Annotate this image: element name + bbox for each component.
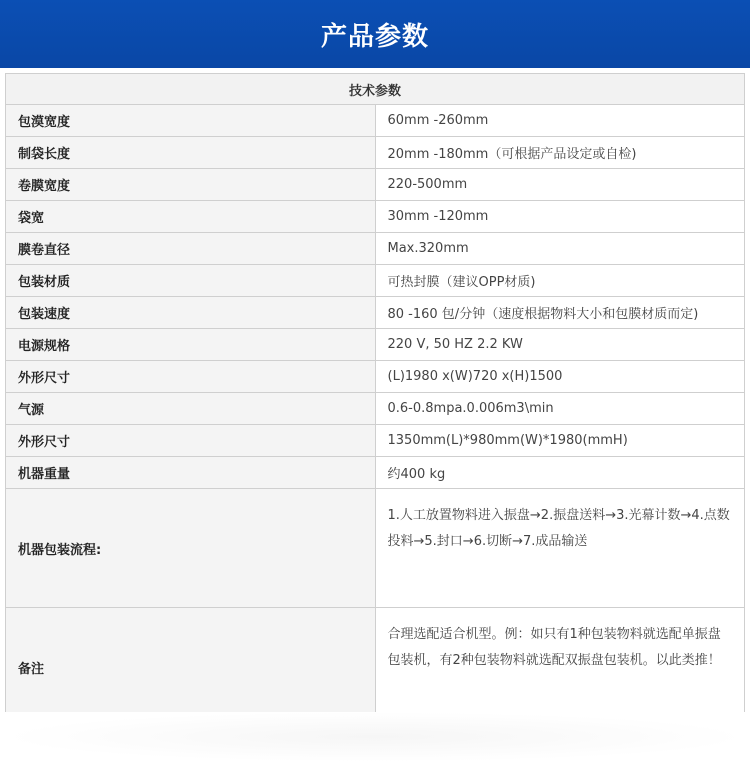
bottom-fade (0, 712, 750, 762)
row-value: 约400 kg (375, 457, 745, 489)
row-label: 外形尺寸 (6, 361, 376, 393)
row-value: 合理选配适合机型。例：如只有1种包装物料就选配单振盘包装机，有2种包装物料就选配双振盘包装机。以此类推！ (375, 608, 745, 727)
row-value: (L)1980 x(W)720 x(H)1500 (375, 361, 745, 393)
table-row-notes (6, 608, 745, 727)
row-value: 1.人工放置物料进入振盘→2.振盘送料→3.光幕计数→4.点数投料→5.封口→6.切断→7.成品输送 (375, 489, 745, 608)
page-banner (0, 0, 750, 68)
table-row (6, 297, 745, 329)
row-value: 1350mm(L)*980mm(W)*1980(mmH) (375, 425, 745, 457)
table-row (6, 425, 745, 457)
row-value: 220-500mm (375, 169, 745, 201)
row-label: 卷膜宽度 (6, 169, 376, 201)
table-row (6, 137, 745, 169)
table-row (6, 393, 745, 425)
table-row-process (6, 489, 745, 608)
row-label: 外形尺寸 (6, 425, 376, 457)
table-header: 技术参数 (6, 74, 745, 105)
table-row (6, 201, 745, 233)
row-label: 电源规格 (6, 329, 376, 361)
table-row (6, 105, 745, 137)
spec-table (5, 73, 745, 727)
row-value: 可热封膜（建议OPP材质) (375, 265, 745, 297)
row-label: 机器包装流程: (6, 489, 376, 608)
row-label: 包装速度 (6, 297, 376, 329)
table-row (6, 169, 745, 201)
row-label: 气源 (6, 393, 376, 425)
row-value: Max.320mm (375, 233, 745, 265)
row-label: 包装材质 (6, 265, 376, 297)
row-value: 30mm -120mm (375, 201, 745, 233)
table-header-row (6, 74, 745, 105)
row-value: 0.6-0.8mpa.0.006m3\min (375, 393, 745, 425)
table-row (6, 457, 745, 489)
row-label: 袋宽 (6, 201, 376, 233)
row-label: 备注 (6, 608, 376, 727)
row-value: 80 -160 包/分钟（速度根据物料大小和包膜材质而定) (375, 297, 745, 329)
table-row (6, 233, 745, 265)
table-row (6, 265, 745, 297)
page-title: 产品参数 (320, 21, 429, 52)
row-value: 60mm -260mm (375, 105, 745, 137)
row-label: 制袋长度 (6, 137, 376, 169)
row-label: 包漠宽度 (6, 105, 376, 137)
row-label: 机器重量 (6, 457, 376, 489)
row-value: 220 V, 50 HZ 2.2 KW (375, 329, 745, 361)
row-value: 20mm -180mm（可根据产品设定或自检) (375, 137, 745, 169)
row-label: 膜卷直径 (6, 233, 376, 265)
table-row (6, 329, 745, 361)
table-row (6, 361, 745, 393)
